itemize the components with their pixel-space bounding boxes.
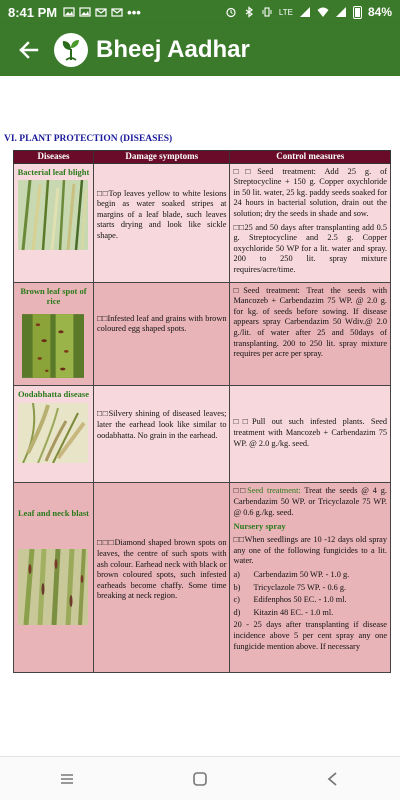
disease-cell: [14, 163, 94, 282]
app-title: Bheej Aadhar: [96, 36, 250, 63]
disease-name: Bacterial leaf blight: [17, 166, 90, 177]
more-notifications-icon: •••: [127, 4, 141, 20]
vibrate-icon: [261, 6, 273, 18]
table-header-row: [14, 151, 391, 164]
gallery-icon: [79, 6, 91, 18]
signal-icon: [335, 6, 347, 18]
symptoms-text: □□Infested leaf and grains with brown coloured egg shaped spots.: [96, 313, 227, 334]
app-bar: [0, 24, 400, 76]
control-cell: [230, 386, 391, 483]
fungicide-text: Carbendazim 50 WP. - 1.0 g.: [253, 569, 350, 579]
gallery-icon: [63, 6, 75, 18]
recents-menu-icon: [59, 772, 75, 786]
header-diseases: Diseases: [14, 151, 94, 164]
status-time: 8:41 PM: [8, 4, 58, 20]
control-cell: [230, 163, 391, 282]
disease-name: Brown leaf spot of rice: [20, 285, 87, 307]
header-damage-symptoms: Damage symptoms: [93, 151, 230, 164]
wifi-icon: [317, 6, 329, 18]
arrow-left-icon: [17, 39, 39, 61]
symptoms-text: □□Silvery shining of diseased leaves; later the earhead look like similar to oodabhatta. No grain in the earhead.: [96, 409, 227, 440]
system-nav-bar: [0, 756, 400, 800]
seed-treatment: [233, 486, 387, 518]
control-text: □□25 and 50 days after transplanting add 0.5 g. Streptocycline and 2.5 g. Copper oxychloride 50 WP for a lit. water and spray. 200 to 250 lit. spray mixture requires/acre/time.: [233, 222, 387, 274]
bluetooth-icon: [243, 6, 255, 18]
control-cell: [230, 483, 391, 673]
symptoms-cell: [93, 282, 230, 386]
symptoms-cell: [93, 163, 230, 282]
symptoms-text: □□Top leaves yellow to white lesions begin as water soaked stripes at margins of a leaf blade, such leaves starts drying and look like sickle shape.: [96, 188, 227, 240]
symptoms-cell: [93, 483, 230, 673]
app-logo: [54, 33, 88, 67]
brown-leaf-spot-image: [22, 310, 84, 382]
fungicide-label: d): [233, 607, 241, 617]
alarm-icon: [225, 6, 237, 18]
battery-icon: [353, 6, 362, 19]
status-right: [225, 5, 392, 19]
bacterial-leaf-blight-image: [18, 180, 88, 250]
fungicide-text: Edifenphos 50 EC. - 1.0 ml.: [253, 595, 347, 605]
nursery-spray-title: Nursery spray: [233, 521, 286, 532]
system-back-button[interactable]: [313, 759, 353, 799]
back-triangle-icon: [326, 771, 340, 787]
fungicide-item: [233, 570, 387, 581]
section-title: VI. PLANT PROTECTION (DISEASES): [4, 134, 173, 144]
network-type: LTE: [278, 7, 293, 17]
fungicide-item: [233, 583, 387, 594]
table-row: [14, 386, 391, 483]
fungicide-label: b): [233, 582, 241, 592]
symptoms-text: □□□Diamond shaped brown spots on leaves, the centre of such spots with ash colour. Earhead neck with black or brown coloured spots, such infested earheads become chaffy. Some time breaking at neck region.: [96, 538, 227, 601]
status-bar: [0, 0, 400, 24]
home-square-icon: [192, 771, 208, 787]
oodabhatta-disease-image: [18, 403, 88, 463]
signal-icon: [299, 6, 311, 18]
fungicide-item: [233, 608, 387, 619]
control-text: □□Pull out such infested plants. Seed treatment with Mancozeb + Carbendazim 75 WP. @ 2.0 g./kg. seed.: [233, 417, 387, 448]
diseases-table: [13, 150, 391, 673]
notification-icons: [63, 5, 141, 20]
disease-name: Leaf and neck blast: [17, 508, 90, 519]
table-row: [14, 483, 391, 673]
recents-button[interactable]: [47, 759, 87, 799]
leaf-neck-blast-image: [18, 549, 88, 625]
fungicide-label: a): [233, 569, 240, 579]
mail-icon: [95, 6, 107, 18]
mail-icon: [111, 6, 123, 18]
back-button[interactable]: [8, 30, 48, 70]
battery-percent: 84%: [367, 5, 392, 19]
table-row: [14, 282, 391, 386]
nursery-spray-text: □□When seedlings are 10 -12 days old spray any one of the following fungicides to a lit. water.: [233, 535, 387, 566]
disease-cell: [14, 282, 94, 386]
fungicide-text: Tricyclazole 75 WP. - 0.6 g.: [253, 582, 347, 592]
control-cell: [230, 282, 391, 386]
control-text: □Seed treatment: Treat the seeds with Mancozeb + Carbendazim 75 WP. @ 2.0 g. for kg. of seeds before sowing. If disease appears spray Carbendazim 50 Wdiv.@ 2.0 g./lit. of water after 25 and 50days of transplanting. 200 to 250 lit. spray mixture requires per acre per spray.: [233, 285, 387, 359]
symptoms-cell: [93, 386, 230, 483]
seed-treatment-prefix: □□: [233, 486, 248, 496]
document-view[interactable]: [0, 76, 400, 756]
followup-text: 20 - 25 days after transplanting if disease incidence above 5 per cent spray any one fungicide mention above. If necessary: [233, 620, 387, 651]
seedling-logo-icon: [57, 36, 85, 64]
control-text: □□Seed treatment: Add 25 g. of Streptocycline + 150 g. Copper oxychloride in 50 lit. water, 25 kg. paddy seeds soaked for 24 hours in bacterial solution, drain out the solution; dry the seeds in shade and sow.: [233, 166, 387, 218]
disease-cell: [14, 483, 94, 673]
fungicide-item: [233, 595, 387, 606]
disease-cell: [14, 386, 94, 483]
fungicide-text: Kitazin 48 EC. - 1.0 ml.: [253, 607, 334, 617]
table-row: [14, 163, 391, 282]
seed-treatment-label: Seed treatment:: [247, 486, 301, 496]
disease-name: Oodabhatta disease: [17, 389, 90, 400]
header-control-measures: Control measures: [230, 151, 391, 164]
home-button[interactable]: [180, 759, 220, 799]
seed-treatment-text: Treat the seeds @ 4 g. Carbendazim 50 WP. or Tricyclazole 75 WP. @ 0.6 g./kg. seed.: [233, 486, 388, 517]
fungicide-label: c): [233, 595, 240, 605]
